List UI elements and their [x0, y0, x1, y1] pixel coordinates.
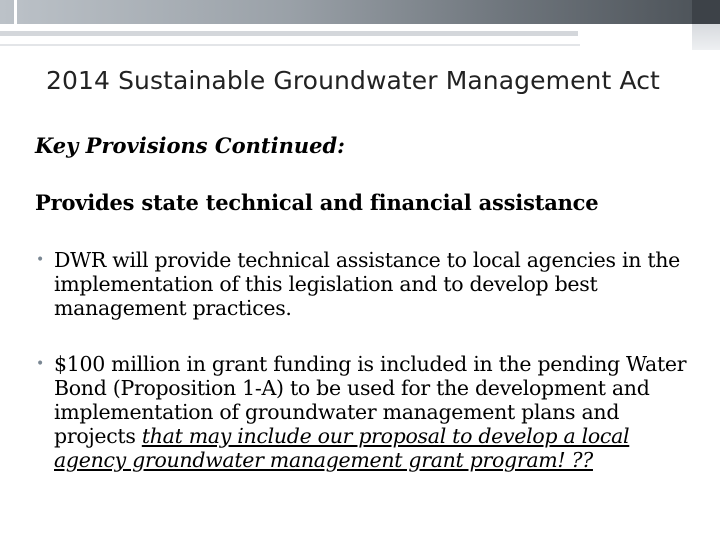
header-right-accent: [692, 24, 720, 50]
bullet-text: DWR will provide technical assistance to local agencies in the implementation of this legislation and to develop best management practices.: [54, 248, 680, 320]
header-band: [0, 0, 720, 24]
header-accent-thin-line: [0, 44, 580, 46]
slide-title: 2014 Sustainable Groundwater Management Act: [46, 66, 660, 95]
bullet-text: $100 million in grant funding is included in the pending Water Bond (Proposition 1-A) to be used for the development and implementation of groundwater management plans and projects: [54, 352, 687, 448]
slide-subheading: Key Provisions Continued:: [35, 133, 345, 158]
bullet-emphasis-text: that may include our proposal to develop a local agency groundwater management grant program! ??: [54, 424, 630, 472]
bullet-item: [36, 352, 696, 472]
header-stripe: [14, 0, 17, 24]
bullet-text-container: [54, 352, 696, 472]
bullet-marker: •: [36, 356, 44, 372]
header-corner-block: [692, 0, 720, 24]
header-accent-line: [0, 31, 578, 36]
bullet-marker: •: [36, 252, 44, 268]
section-heading: Provides state technical and financial assistance: [35, 190, 599, 215]
bullet-item: [36, 248, 696, 320]
